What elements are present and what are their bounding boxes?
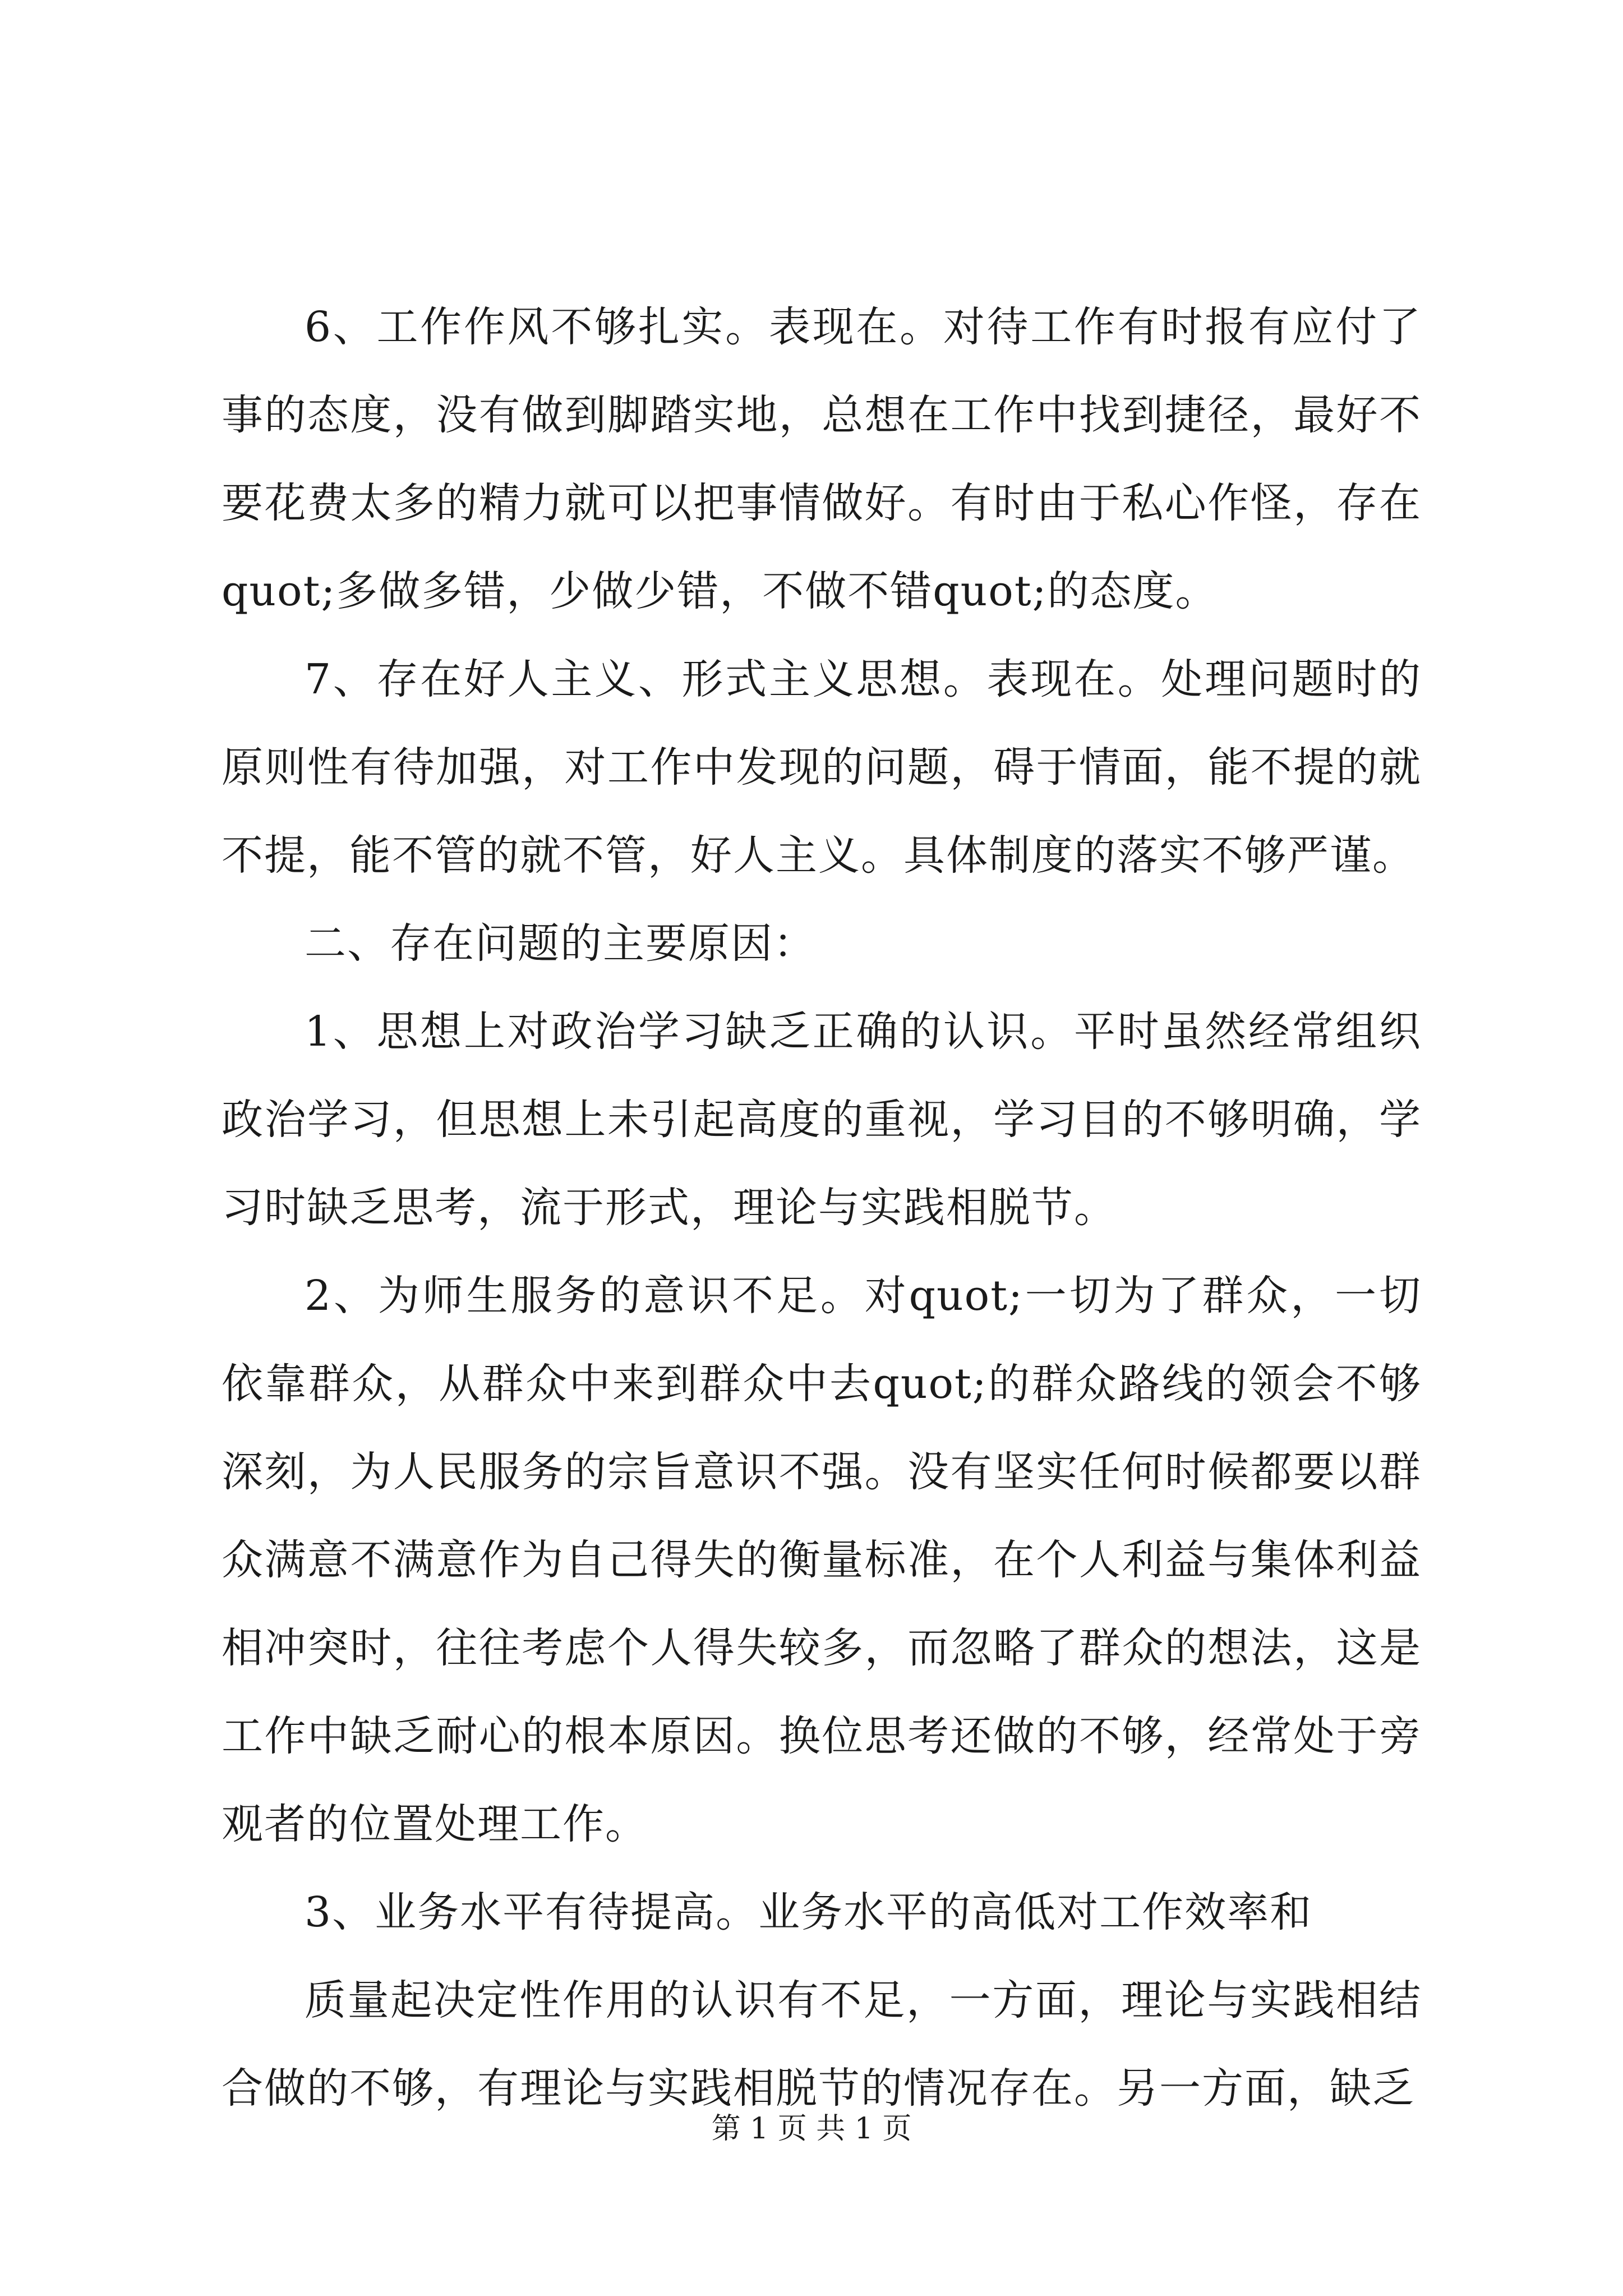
paragraph-reason-3: 3、业务水平有待提高。业务水平的高低对工作效率和 (305, 1888, 1313, 1936)
paragraph-item-6: 6、工作作风不够扎实。表现在。对待工作有时报有应付了事的态度，没有做到脚踏实地，总想在工作中找到捷径，最好不要花费太多的精力就可以把事情做好。有时由于私心作怪，存在quot;多做多错，少做少错，不做不错quot;的态度。 (222, 303, 1422, 615)
paragraph-item-7: 7、存在好人主义、形式主义思想。表现在。处理问题时的原则性有待加强，对工作中发现的问题，碍于情面，能不提的就不提，能不管的就不管，好人主义。具体制度的落实不够严谨。 (222, 655, 1422, 880)
document-body (222, 283, 1422, 2133)
paragraph-reason-1: 1、思想上对政治学习缺乏正确的认识。平时虽然经常组织政治学习，但思想上未引起高度的重视，学习目的不够明确，学习时缺乏思考，流于形式，理论与实践相脱节。 (222, 1007, 1422, 1232)
paragraph-reason-3-continued: 质量起决定性作用的认识有不足，一方面，理论与实践相结合做的不够，有理论与实践相脱节的情况存在。另一方面，缺乏 (222, 1976, 1422, 2113)
paragraph-reason-2: 2、为师生服务的意识不足。对quot;一切为了群众，一切依靠群众，从群众中来到群众中去quot;的群众路线的领会不够深刻，为人民服务的宗旨意识不强。没有坚实任何时候都要以群众满意不满意作为自己得失的衡量标准，在个人利益与集体利益相冲突时，往往考虑个人得失较多，而忽略了群众的想法，这是工作中缺乏耐心的根本原因。换位思考还做的不够，经常处于旁观者的位置处理工作。 (222, 1272, 1422, 1848)
section-heading: 二、存在问题的主要原因： (305, 919, 816, 968)
page-footer: 第 1 页 共 1 页 (711, 2112, 912, 2146)
